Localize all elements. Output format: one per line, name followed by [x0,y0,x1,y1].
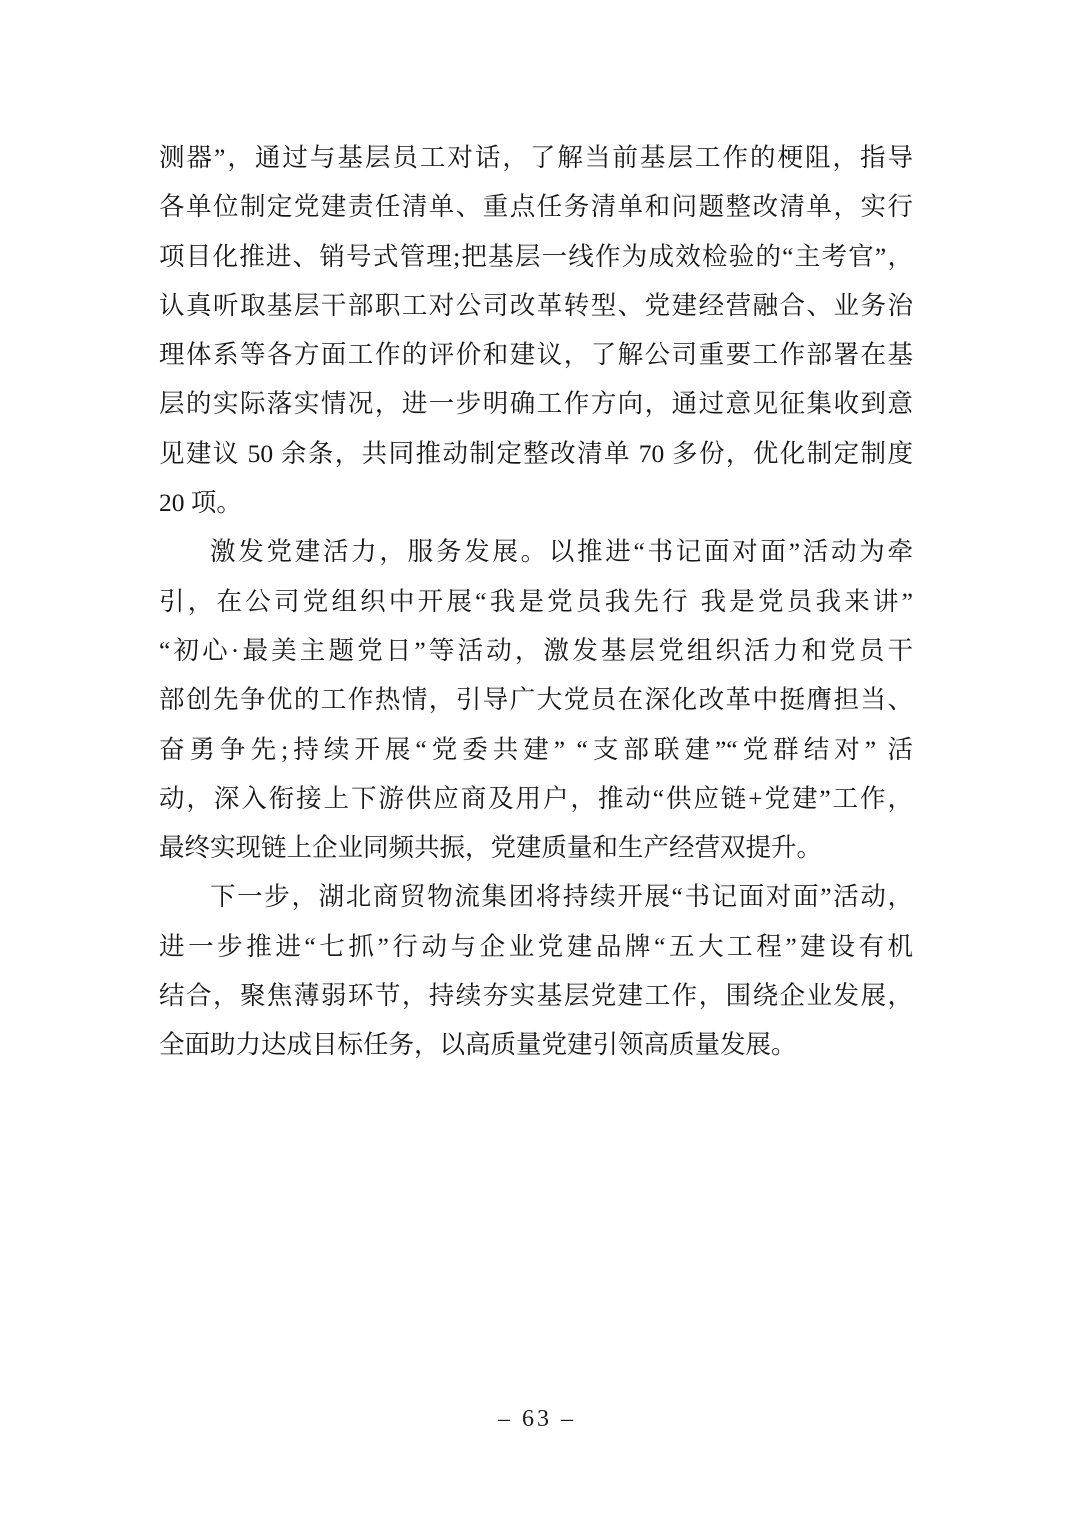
text-line: 层的实际落实情况，进一步明确工作方向，通过意见征集收到意 [159,389,913,419]
text-line: 激发党建活力，服务发展。以推进“书记面对面”活动为牵 [210,537,913,567]
text-line: 见建议 50 余条，共同推动制定整改清单 70 多份，优化制定制度 [159,438,913,468]
text-line: 动，深入衔接上下游供应商及用户，推动“供应链+党建”工作， [159,783,913,813]
text-line: “初心·最美主题党日”等活动，激发基层党组织活力和党员干 [159,635,913,665]
text-line: 奋勇争先;持续开展“党委共建” “支部联建”“党群结对” 活 [159,734,913,764]
text-line: 全面助力达成目标任务，以高质量党建引领高质量发展。 [159,1030,797,1060]
text-line: 测器”，通过与基层员工对话，了解当前基层工作的梗阻，指导 [159,143,913,172]
text-line: 进一步推进“七抓”行动与企业党建品牌“五大工程”建设有机 [159,931,913,961]
page-number: – 63 – [498,1406,576,1432]
text-line: 最终实现链上企业同频共振，党建质量和生产经营双提升。 [159,833,823,863]
text-line: 各单位制定党建责任清单、重点任务清单和问题整改清单，实行 [159,192,913,222]
text-line: 部创先争优的工作热情，引导广大党员在深化改革中挺膺担当、 [159,685,913,715]
text-line: 项目化推进、销号式管理;把基层一线作为成效检验的“主考官”， [159,241,913,271]
text-line: 下一步，湖北商贸物流集团将持续开展“书记面对面”活动， [210,882,913,912]
text-line: 认真听取基层干部职工对公司改革转型、党建经营融合、业务治 [159,290,913,320]
text-line: 结合，聚焦薄弱环节，持续夯实基层党建工作，围绕企业发展， [159,981,913,1011]
text-line: 引，在公司党组织中开展“我是党员我先行 我是党员我来讲” [159,586,913,616]
document-body [159,133,913,1070]
text-line: 20 项。 [159,488,242,518]
text-line: 理体系等各方面工作的评价和建议，了解公司重要工作部署在基 [159,340,913,370]
